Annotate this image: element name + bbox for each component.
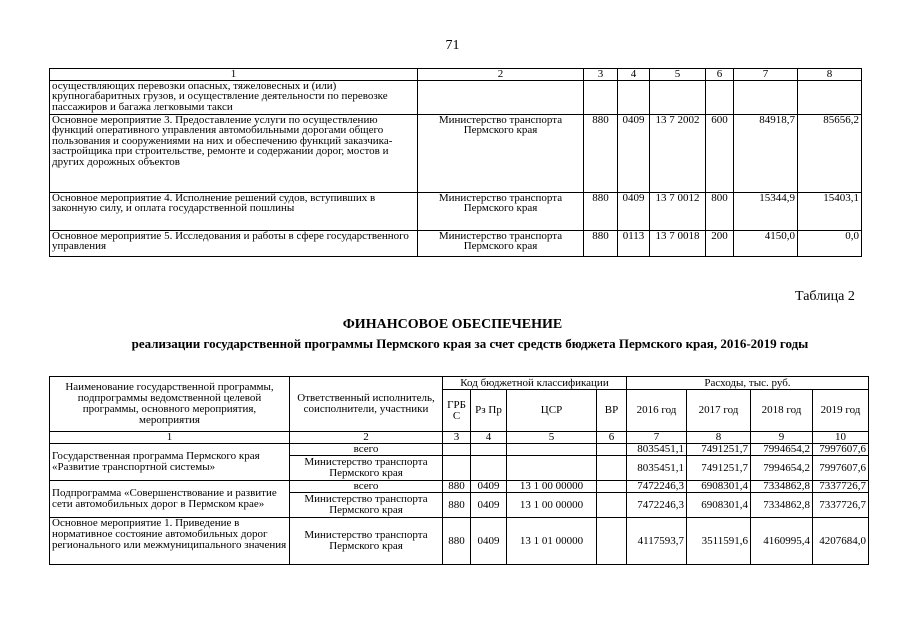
table-continuation — [49, 68, 862, 257]
column-number: 5 — [507, 432, 597, 444]
column-number: 9 — [751, 432, 813, 444]
page-number: 71 — [445, 38, 460, 53]
amount-2017: 6908301,4 — [687, 481, 751, 493]
grbs-code: 880 — [584, 230, 618, 256]
csr-code: 13 7 0018 — [650, 230, 706, 256]
vr-code — [597, 456, 627, 481]
executor: Министерство транспорта Пермского края — [418, 114, 584, 192]
header-vr: ВР — [597, 390, 627, 432]
amount-2016: 8035451,1 — [627, 456, 687, 481]
activity-name: Основное мероприятие 5. Исследования и работы в сфере государственного управления — [50, 230, 418, 256]
amount-2019: 7997607,6 — [813, 456, 869, 481]
header-cell: 5 — [650, 69, 706, 81]
amount-2018: 7334862,8 — [751, 493, 813, 518]
rzpr-code: 0409 — [618, 192, 650, 230]
csr-code: 13 7 0012 — [650, 192, 706, 230]
executor: Министерство транспорта Пермского края — [290, 456, 443, 481]
table-row — [50, 230, 862, 256]
amount-2019: 7997607,6 — [813, 444, 869, 456]
rzpr-code: 0113 — [618, 230, 650, 256]
header-cell: 2 — [418, 69, 584, 81]
amount-1: 15344,9 — [734, 192, 798, 230]
executor: всего — [290, 481, 443, 493]
executor: Министерство транспорта Пермского края — [290, 493, 443, 518]
amount-1 — [734, 80, 798, 114]
amount-2017: 3511591,6 — [687, 518, 751, 565]
grbs-code: 880 — [443, 518, 471, 565]
header-budget-code: Код бюджетной классификации — [443, 377, 627, 390]
table-header-row — [50, 69, 862, 81]
header-expenses: Расходы, тыс. руб. — [627, 377, 869, 390]
rzpr-code — [618, 80, 650, 114]
vr-code: 800 — [706, 192, 734, 230]
amount-1: 4150,0 — [734, 230, 798, 256]
header-cell: 1 — [50, 69, 418, 81]
amount-2017: 7491251,7 — [687, 444, 751, 456]
csr-code: 13 1 01 00000 — [507, 518, 597, 565]
amount-2 — [798, 80, 862, 114]
table-row — [50, 444, 869, 456]
rzpr-code — [471, 456, 507, 481]
rzpr-code: 0409 — [618, 114, 650, 192]
csr-code: 13 1 00 00000 — [507, 493, 597, 518]
amount-2018: 4160995,4 — [751, 518, 813, 565]
amount-1: 84918,7 — [734, 114, 798, 192]
header-cell: 6 — [706, 69, 734, 81]
header-grbs: ГРБ С — [443, 390, 471, 432]
column-number: 6 — [597, 432, 627, 444]
amount-2016: 8035451,1 — [627, 444, 687, 456]
executor: Министерство транспорта Пермского края — [290, 518, 443, 565]
table-row — [50, 80, 862, 114]
amount-2018: 7334862,8 — [751, 481, 813, 493]
vr-code — [597, 481, 627, 493]
column-number: 1 — [50, 432, 290, 444]
column-number: 8 — [687, 432, 751, 444]
vr-code: 200 — [706, 230, 734, 256]
executor — [418, 80, 584, 114]
rzpr-code: 0409 — [471, 493, 507, 518]
header-year-2019: 2019 год — [813, 390, 869, 432]
vr-code — [597, 444, 627, 456]
vr-code: 600 — [706, 114, 734, 192]
column-number: 10 — [813, 432, 869, 444]
section-title: ФИНАНСОВОЕ ОБЕСПЕЧЕНИЕ — [342, 317, 563, 332]
amount-2: 85656,2 — [798, 114, 862, 192]
header-cell: 3 — [584, 69, 618, 81]
amount-2016: 4117593,7 — [627, 518, 687, 565]
table-row — [50, 114, 862, 192]
amount-2018: 7994654,2 — [751, 444, 813, 456]
table-row — [50, 518, 869, 565]
amount-2018: 7994654,2 — [751, 456, 813, 481]
header-cell: 4 — [618, 69, 650, 81]
header-year-2018: 2018 год — [751, 390, 813, 432]
grbs-code: 880 — [443, 493, 471, 518]
amount-2019: 4207684,0 — [813, 518, 869, 565]
column-number: 3 — [443, 432, 471, 444]
grbs-code: 880 — [584, 114, 618, 192]
table-header-row — [50, 377, 869, 390]
grbs-code: 880 — [443, 481, 471, 493]
executor: всего — [290, 444, 443, 456]
column-number: 7 — [627, 432, 687, 444]
csr-code — [507, 456, 597, 481]
header-year-2016: 2016 год — [627, 390, 687, 432]
grbs-code — [443, 444, 471, 456]
csr-code: 13 1 00 00000 — [507, 481, 597, 493]
vr-code — [706, 80, 734, 114]
header-cell: 7 — [734, 69, 798, 81]
program-name: Государственная программа Пермского края «Развитие транспортной системы» — [50, 444, 290, 481]
section-subtitle: реализации государственной программы Пермского края за счет средств бюджета Пермского края, 2016-2019 годы — [131, 336, 809, 351]
activity-name: Основное мероприятие 1. Приведение в нормативное состояние автомобильных дорог регионального или межмуниципального значения — [50, 518, 290, 565]
activity-name: осуществляющих перевозки опасных, тяжеловесных и (или) крупногабаритных грузов, и осуществление деятельности по перевозке пассажиров и багажа легковыми такси — [50, 80, 418, 114]
activity-name: Основное мероприятие 4. Исполнение решений судов, вступивших в законную силу, и оплата государственной пошлины — [50, 192, 418, 230]
header-name: Наименование государственной программы, подпрограммы ведомственной целевой программы, основного мероприятия, мероприятия — [50, 377, 290, 432]
header-year-2017: 2017 год — [687, 390, 751, 432]
column-number: 4 — [471, 432, 507, 444]
amount-2019: 7337726,7 — [813, 493, 869, 518]
rzpr-code: 0409 — [471, 481, 507, 493]
header-cell: 8 — [798, 69, 862, 81]
rzpr-code: 0409 — [471, 518, 507, 565]
amount-2016: 7472246,3 — [627, 493, 687, 518]
activity-name: Основное мероприятие 3. Предоставление услуги по осуществлению функций оперативного управления автомобильными дорогами общего пользования и сооружениями на них и обеспечению функций заказчика-застройщика при строительстве, ремонте и содержании дорог, мостов и других дорожных объектов — [50, 114, 418, 192]
amount-2: 15403,1 — [798, 192, 862, 230]
csr-code — [507, 444, 597, 456]
header-executor: Ответственный исполнитель, соисполнители, участники — [290, 377, 443, 432]
amount-2016: 7472246,3 — [627, 481, 687, 493]
table-row — [50, 192, 862, 230]
subprogram-name: Подпрограмма «Совершенствование и развитие сети автомобильных дорог в Пермском крае» — [50, 481, 290, 518]
column-number: 2 — [290, 432, 443, 444]
amount-2017: 7491251,7 — [687, 456, 751, 481]
amount-2017: 6908301,4 — [687, 493, 751, 518]
vr-code — [597, 518, 627, 565]
vr-code — [597, 493, 627, 518]
csr-code: 13 7 2002 — [650, 114, 706, 192]
table-row — [50, 481, 869, 493]
financing-table — [49, 376, 869, 565]
grbs-code — [443, 456, 471, 481]
column-number-row — [50, 432, 869, 444]
csr-code — [650, 80, 706, 114]
rzpr-code — [471, 444, 507, 456]
amount-2: 0,0 — [798, 230, 862, 256]
grbs-code — [584, 80, 618, 114]
header-csr: ЦСР — [507, 390, 597, 432]
table-label: Таблица 2 — [795, 289, 855, 304]
header-rzpr: Рз Пр — [471, 390, 507, 432]
executor: Министерство транспорта Пермского края — [418, 192, 584, 230]
grbs-code: 880 — [584, 192, 618, 230]
executor: Министерство транспорта Пермского края — [418, 230, 584, 256]
amount-2019: 7337726,7 — [813, 481, 869, 493]
